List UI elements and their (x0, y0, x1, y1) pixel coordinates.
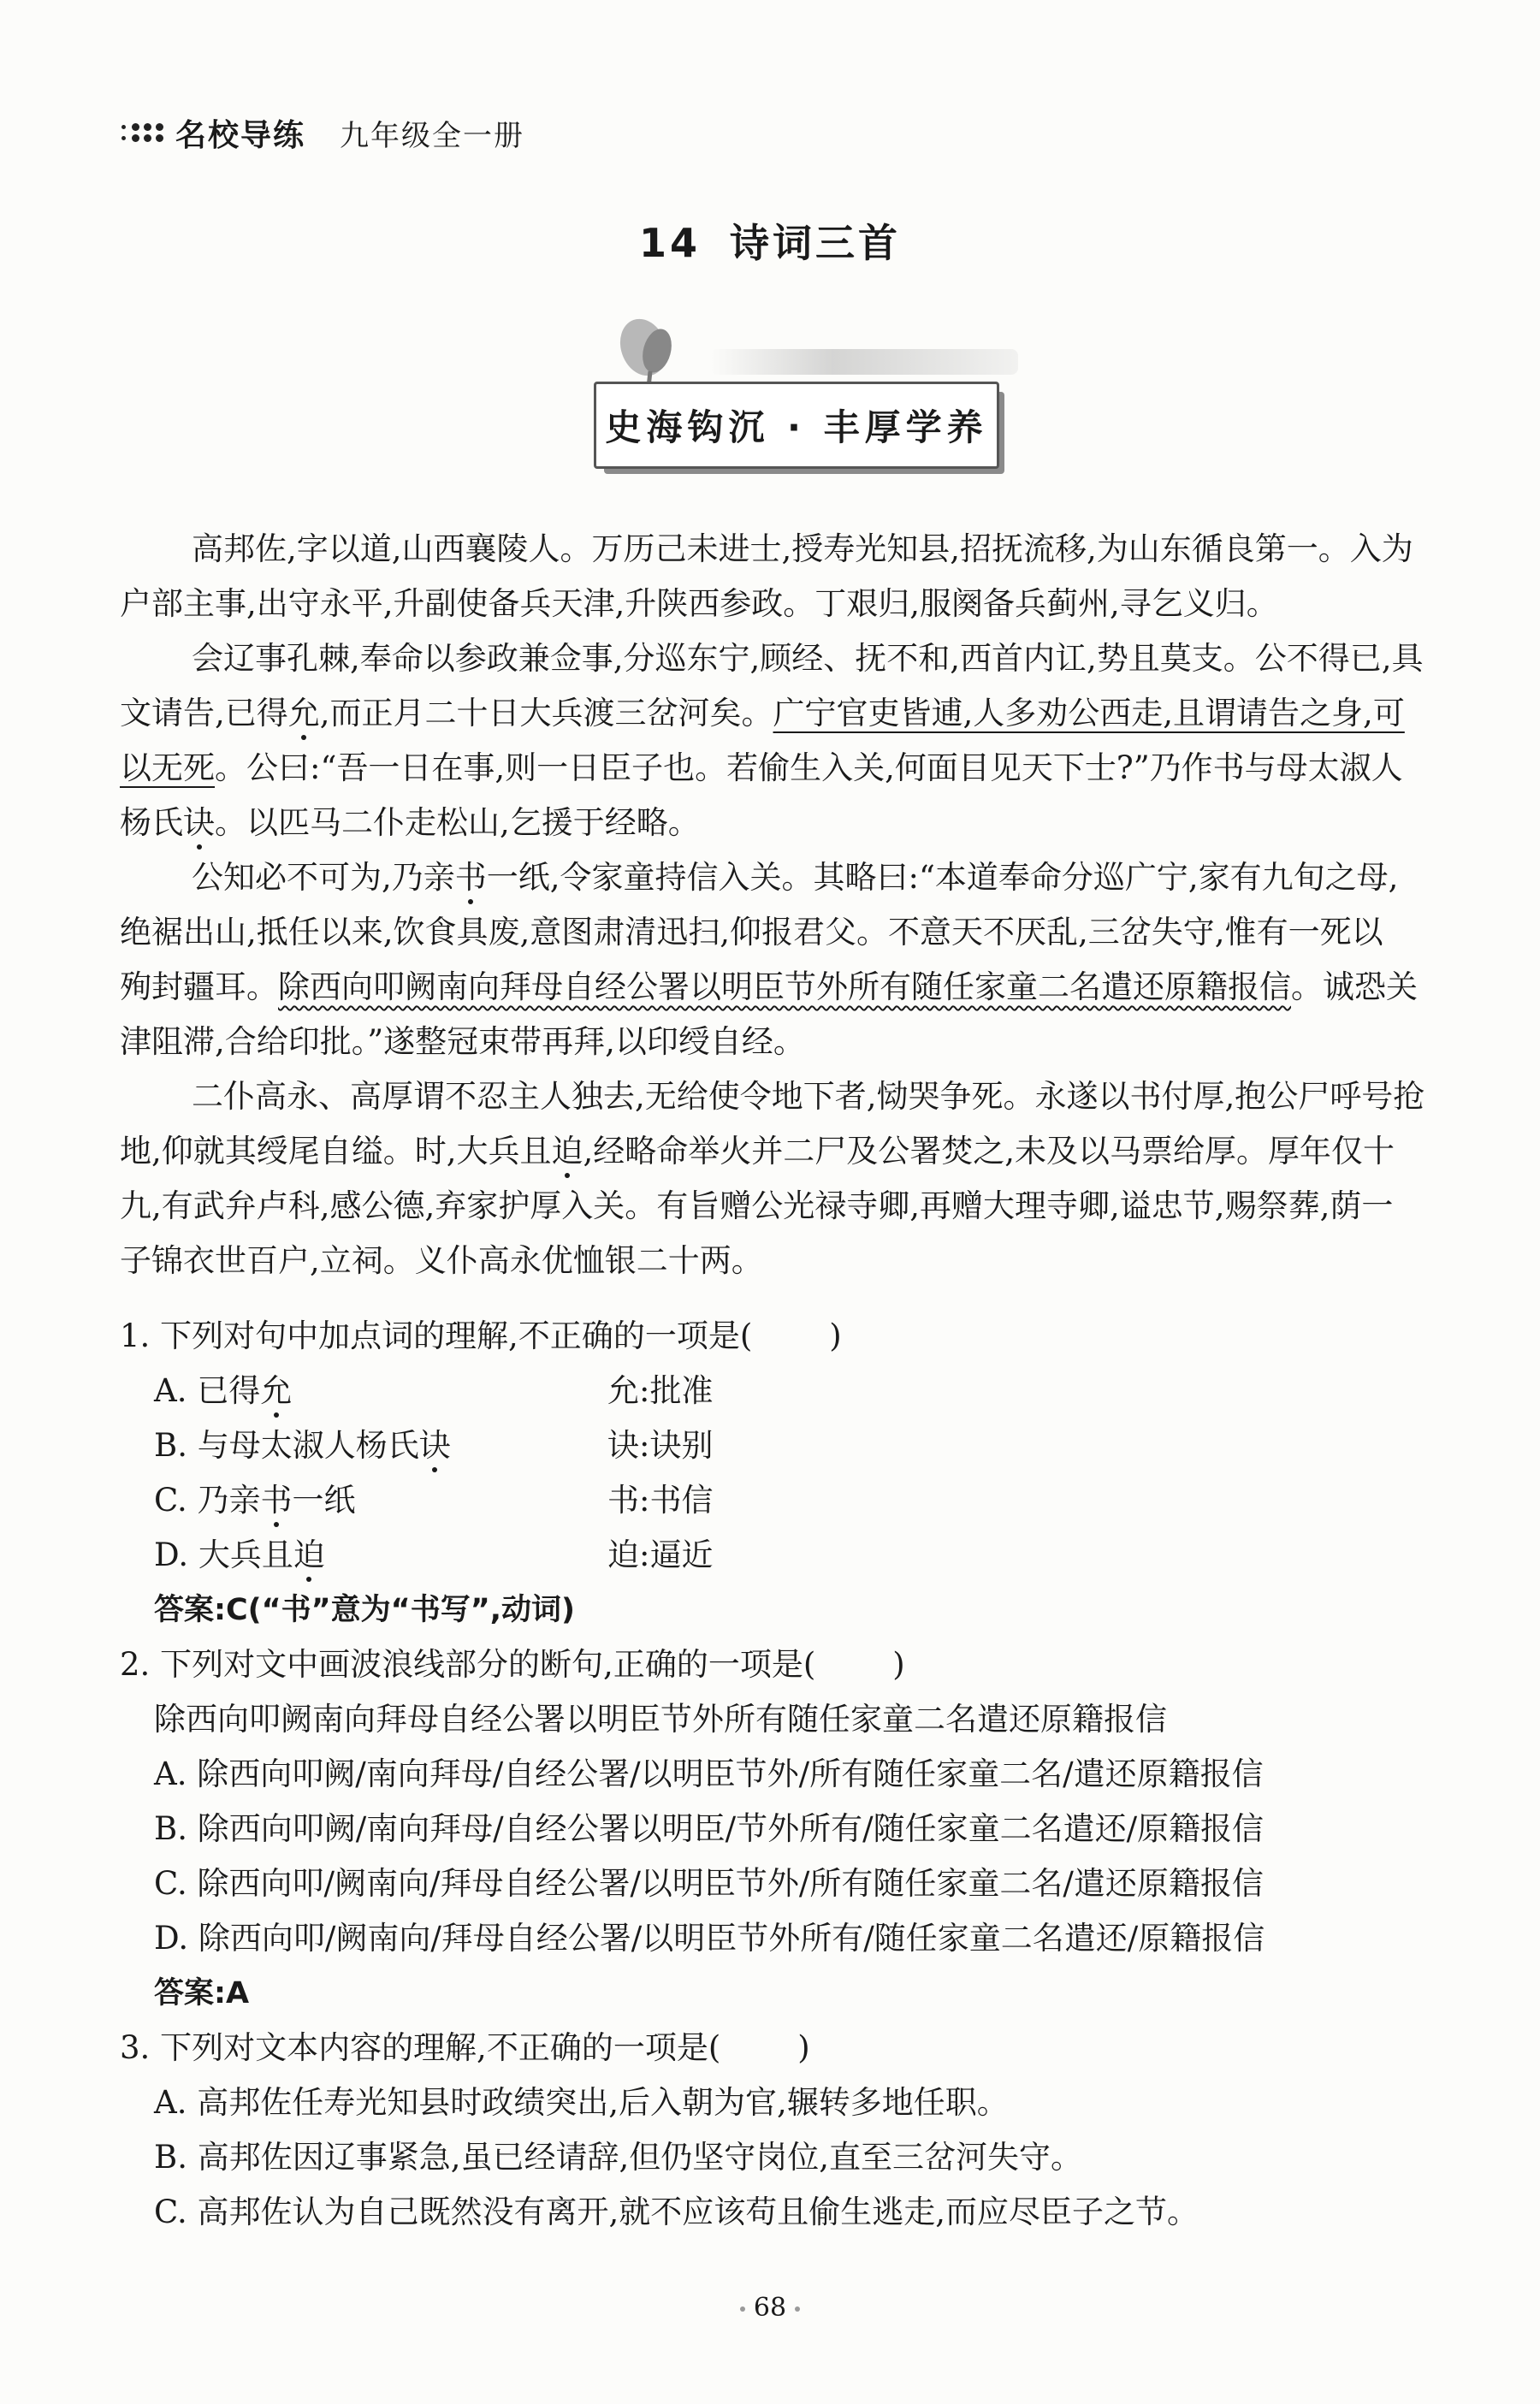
underlined-sentence: 广宁官吏皆逋,人多劝公西走,且谓请告之身,可 (773, 695, 1405, 731)
question-3-option: B. 高邦佐因辽事紧急,虽已经请辞,但仍坚守岗位,直至三岔河失守。 (154, 2139, 1082, 2176)
question-3-stem: 3. 下列对文本内容的理解,不正确的一项是( ) (120, 2029, 810, 2066)
passage-line: 殉封疆耳。除西向叩阙南向拜母自经公署以明臣节外所有随任家童二名遣还原籍报信。诚恐关 (120, 968, 1418, 1005)
passage-line: 文请告,已得允,而正月二十日大兵渡三岔河矣。广宁官吏皆逋,人多劝公西走,且谓请告之身,可 (120, 695, 1405, 731)
passage-paragraph-4: 二仆高永、高厚谓不忍主人独去,无给使令地下者,恸哭争死。永遂以书付厚,抱公尸呼号抢 (192, 1078, 1425, 1115)
question-1-answer: 答案:C(“书”意为“书写”,动词) (154, 1593, 575, 1627)
emphasis-dot-word: 诀 (183, 804, 215, 841)
passage-line: 九,有武弁卢科,感公德,弃家护厚入关。有旨赠公光禄寺卿,再赠大理寺卿,谥忠节,赐祭葬,荫一 (120, 1187, 1394, 1224)
passage-line: 以无死。公曰:“吾一日在事,则一日臣子也。若偷生入关,何面目见天下士?”乃作书与母太淑人 (120, 749, 1403, 786)
question-2-option: A. 除西向叩阙/南向拜母/自经公署/以明臣节外/所有随任家童二名/遣还原籍报信 (154, 1756, 1264, 1792)
question-1-stem: 1. 下列对句中加点词的理解,不正确的一项是( ) (120, 1317, 842, 1354)
question-1-option: B. 与母太淑人杨氏诀 诀:诀别 (154, 1427, 714, 1464)
emphasis-dot-word: 书 (454, 859, 487, 896)
header-brand: 名校导练 (175, 117, 306, 153)
question-1-option: D. 大兵且迫 迫:逼近 (154, 1537, 714, 1573)
passage-line: 地,仰就其绶尾自缢。时,大兵且迫,经略命举火并二尸及公署焚之,未及以马票给厚。厚年仅十 (120, 1133, 1395, 1169)
question-3-option: C. 高邦佐认为自己既然没有离开,就不应该苟且偷生逃走,而应尽臣子之节。 (154, 2194, 1199, 2230)
passage-line: 津阻滞,合给印批。”遂整冠束带再拜,以印绶自经。 (120, 1023, 805, 1060)
question-1-option: C. 乃亲书一纸 书:书信 (154, 1482, 714, 1519)
question-2-sentence: 除西向叩阙南向拜母自经公署以明臣节外所有随任家童二名遣还原籍报信 (154, 1701, 1167, 1738)
question-2-option: D. 除西向叩/阙南向/拜母自经公署/以明臣节外所有/随任家童二名遣还/原籍报信 (154, 1920, 1265, 1957)
passage-line: 杨氏诀。以匹马二仆走松山,乞援于经略。 (120, 804, 700, 841)
reading-passage (120, 522, 1540, 1288)
question-2-stem: 2. 下列对文中画波浪线部分的断句,正确的一项是( ) (120, 1646, 905, 1683)
lesson-title (0, 212, 1540, 269)
question-2-option: B. 除西向叩阙/南向拜母/自经公署以明臣/节外所有/随任家童二名遣还/原籍报信 (154, 1810, 1265, 1847)
passage-line: 户部主事,出守永平,升副使备兵天津,升陕西参政。丁艰归,服阕备兵蓟州,寻乞义归。 (120, 585, 1278, 622)
question-3-option: A. 高邦佐任寿光知县时政绩突出,后入朝为官,辗转多地任职。 (154, 2084, 1009, 2121)
question-2-option: C. 除西向叩/阙南向/拜母自经公署/以明臣节外/所有随任家童二名/遣还原籍报信 (154, 1865, 1264, 1902)
underlined-sentence: 以无死 (120, 749, 215, 786)
passage-paragraph-3: 公知必不可为,乃亲书一纸,令家童持信入关。其略曰:“本道奉命分巡广宁,家有九旬之母, (192, 859, 1399, 896)
page-number: 68 (0, 2293, 1540, 2323)
passage-line: 子锦衣世百户,立祠。义仆高永优恤银二十两。 (120, 1242, 763, 1279)
wavy-underlined-sentence: 除西向叩阙南向拜母自经公署以明臣节外所有随任家童二名遣还原籍报信 (278, 968, 1291, 1005)
banner-fade-decoration (710, 349, 1018, 375)
banner-label: 史海钩沉 · 丰厚学养 (594, 382, 999, 469)
question-list (120, 1309, 1523, 2240)
passage-paragraph-1: 高邦佐,字以道,山西襄陵人。万历己未进士,授寿光知县,招抚流移,为山东循良第一。入为 (192, 530, 1413, 567)
running-header (120, 111, 524, 154)
lesson-name: 诗词三首 (730, 220, 901, 266)
passage-line: 绝裾出山,抵任以来,饮食具废,意图肃清迅扫,仰报君父。不意天不厌乱,三岔失守,惟有一死以 (120, 914, 1383, 950)
emphasis-dot-word: 迫 (551, 1133, 583, 1169)
question-1-option: A. 已得允 允:批准 (154, 1372, 714, 1409)
emphasis-dot-word: 允 (287, 695, 320, 731)
passage-paragraph-2: 会辽事孔棘,奉命以参政兼佥事,分巡东宁,顾经、抚不和,西首内讧,势且莫支。公不得已,具 (192, 640, 1424, 677)
lesson-number: 14 (638, 220, 701, 266)
header-dots-icon (120, 123, 163, 142)
question-2-answer: 答案:A (154, 1976, 250, 2010)
section-banner (539, 308, 1087, 479)
header-subtitle: 九年级全一册 (340, 118, 525, 153)
